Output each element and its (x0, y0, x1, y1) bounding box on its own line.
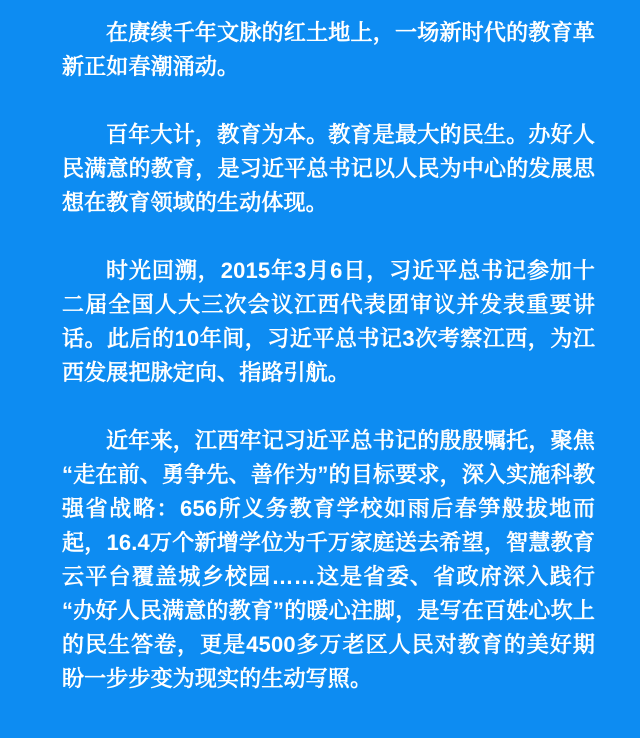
article-paragraph-2: 百年大计，教育为本。教育是最大的民生。办好人民满意的教育，是习近平总书记以人民为中心的发展思想在教育领域的生动体现。 (62, 122, 595, 215)
article-paragraph-3: 时光回溯，2015年3月6日，习近平总书记参加十二届全国人大三次会议江西代表团审议并发表重要讲话。此后的10年间，习近平总书记3次考察江西，为江西发展把脉定向、指路引航。 (62, 258, 595, 385)
article-paragraph-1: 在赓续千年文脉的红土地上，一场新时代的教育革新正如春潮涌动。 (62, 20, 595, 79)
article-paragraph-4: 近年来，江西牢记习近平总书记的殷殷嘱托，聚焦“走在前、勇争先、善作为”的目标要求，深入实施科教强省战略：656所义务教育学校如雨后春笋般拔地而起，16.4万个新增学位为千万家庭送去希望，智慧教育云平台覆盖城乡校园……这是省委、省政府深入践行“办好人民满意的教育”的暖心注脚，是写在百姓心坎上的民生答卷，更是4500多万老区人民对教育的美好期盼一步步变为现实的生动写照。 (62, 428, 595, 691)
